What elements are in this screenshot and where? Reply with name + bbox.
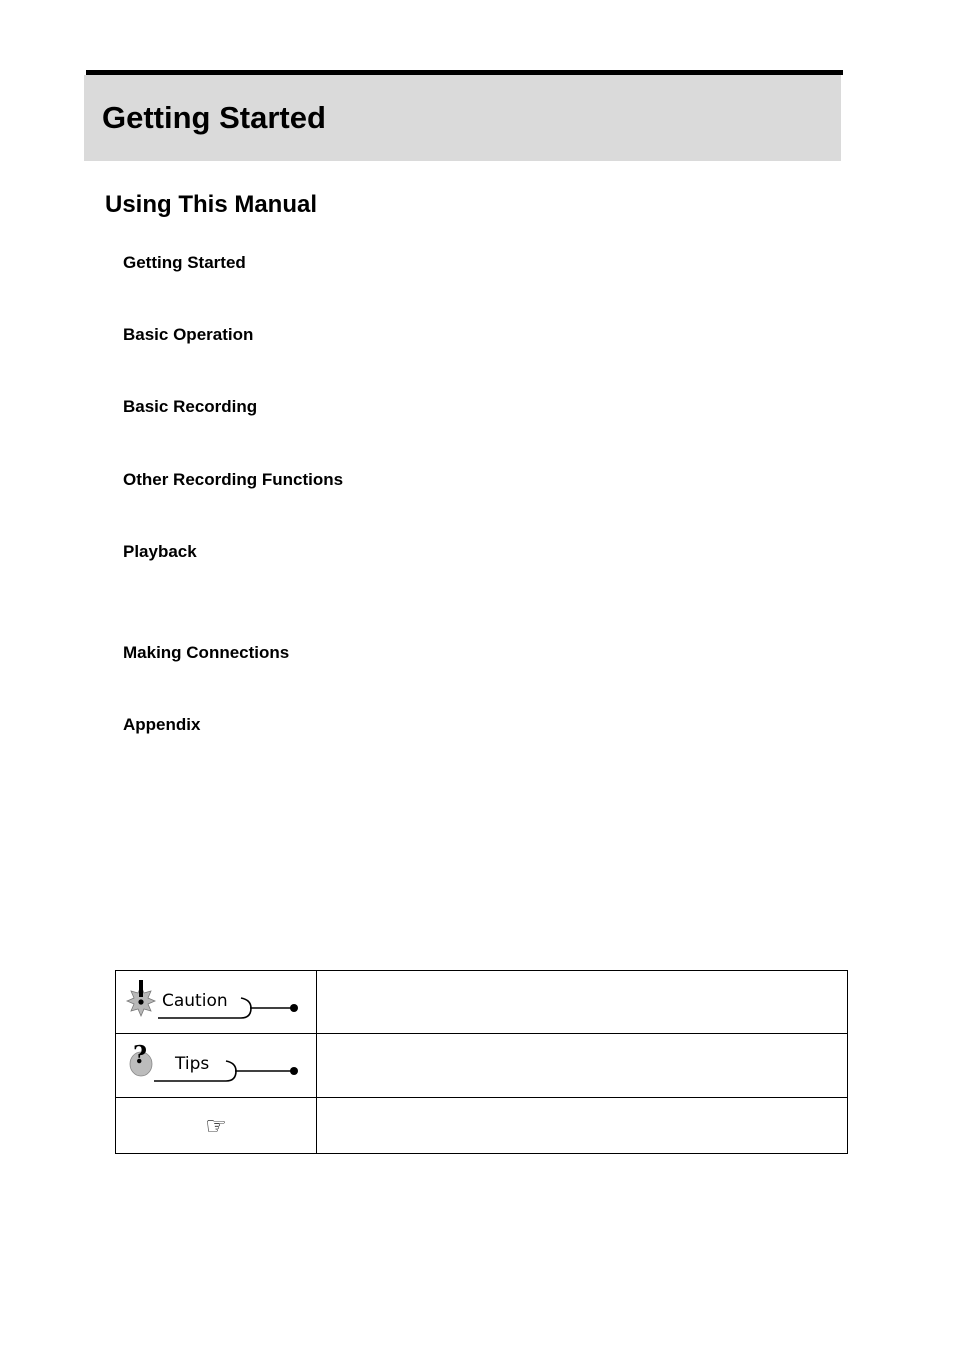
legend-row-tips — [116, 1034, 848, 1098]
legend-description-reference — [317, 1098, 848, 1154]
legend-row-caution — [116, 971, 848, 1034]
section-title: Using This Manual — [105, 191, 318, 218]
toc-item-basic-recording: Basic Recording — [123, 397, 258, 416]
toc-item-playback: Playback — [123, 542, 197, 561]
legend-row-reference — [116, 1098, 848, 1154]
toc-item-making-connections: Making Connections — [123, 643, 290, 662]
legend-icon-cell — [116, 1034, 317, 1098]
caution-label: Caution — [162, 991, 228, 1011]
toc-item-getting-started: Getting Started — [123, 253, 246, 272]
pointing-hand-icon: ☞ — [205, 1111, 227, 1140]
svg-text:?: ? — [133, 1040, 148, 1069]
legend-description-tips — [317, 1034, 848, 1098]
toc-item-other-recording-functions: Other Recording Functions — [123, 470, 344, 489]
toc-item-appendix: Appendix — [123, 715, 201, 734]
tips-icon — [116, 1034, 316, 1092]
caution-icon — [116, 971, 316, 1028]
tips-label: Tips — [175, 1054, 210, 1074]
chapter-header — [84, 75, 841, 161]
toc-item-basic-operation: Basic Operation — [123, 325, 254, 344]
legend-description-caution — [317, 971, 848, 1034]
chapter-title: Getting Started — [102, 100, 326, 135]
legend-icon-cell — [116, 971, 317, 1034]
symbol-legend-table — [115, 970, 848, 1154]
legend-icon-cell — [116, 1098, 317, 1154]
